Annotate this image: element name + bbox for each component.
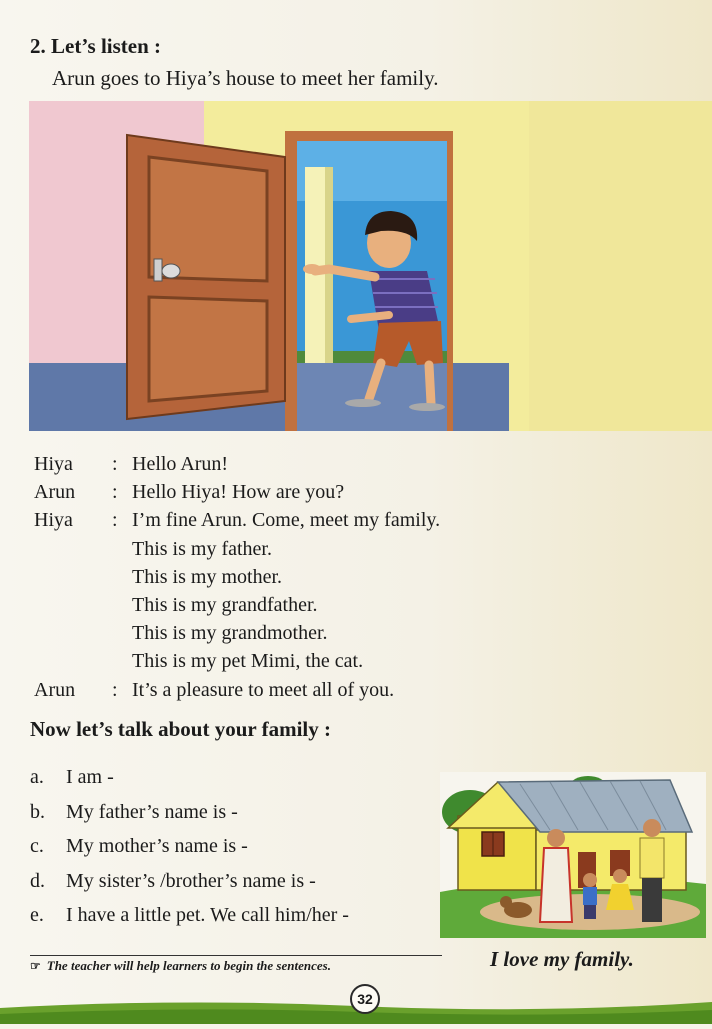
list-item: [30, 760, 450, 795]
pointing-hand-icon: ☞: [30, 958, 41, 973]
section-title: 2. Let’s listen :: [30, 34, 162, 58]
dialogue: [34, 450, 634, 704]
dialogue-line: [34, 478, 634, 506]
slogan: I love my family.: [490, 947, 634, 971]
line-text: This is my pet Mimi, the cat.: [132, 650, 364, 673]
line-text: It’s a pleasure to meet all of you.: [132, 678, 395, 701]
colon: :: [112, 678, 118, 701]
speaker: Hiya: [34, 509, 73, 532]
family-list: [30, 760, 450, 933]
teacher-note-text: The teacher will help learners to begin the sentences.: [46, 958, 331, 973]
colon: [112, 619, 132, 647]
item-letter: d.: [30, 869, 45, 892]
dialogue-line: [34, 563, 634, 591]
intro-text: Arun goes to Hiya’s house to meet her family.: [52, 66, 439, 90]
speaker: [34, 535, 112, 563]
dialogue-line: [34, 619, 634, 647]
colon: :: [112, 453, 118, 475]
speaker: [34, 591, 112, 619]
line-text: Hello Hiya! How are you?: [132, 481, 345, 504]
dialogue-line: [34, 676, 634, 704]
colon: [112, 563, 132, 591]
item-text: My mother’s name is -: [66, 835, 248, 857]
colon: :: [112, 509, 118, 532]
line-text: This is my grandfather.: [132, 594, 318, 617]
list-item: [30, 829, 450, 864]
item-text: I am -: [66, 766, 114, 788]
dialogue-line: [34, 591, 634, 619]
dialogue-line: [34, 647, 634, 675]
list-item: [30, 898, 450, 933]
dialogue-line: [34, 506, 634, 534]
line-text: This is my grandmother.: [132, 622, 328, 645]
colon: [112, 591, 132, 619]
teacher-note: [30, 958, 331, 974]
item-text: My sister’s /brother’s name is -: [66, 869, 316, 892]
line-text: This is my father.: [132, 537, 272, 560]
speaker: [34, 563, 112, 591]
speaker: Arun: [34, 481, 76, 504]
page-number: 32: [350, 984, 380, 1014]
item-text: My father’s name is -: [66, 800, 238, 823]
colon: :: [112, 481, 118, 504]
dialogue-line: [34, 535, 634, 563]
door-illustration: [29, 101, 712, 431]
item-letter: c.: [30, 835, 44, 857]
list-item: [30, 864, 450, 899]
item-letter: b.: [30, 800, 45, 823]
speaker: [34, 619, 112, 647]
item-letter: e.: [30, 904, 44, 926]
colon: [112, 535, 132, 563]
divider: [30, 955, 442, 956]
item-text: I have a little pet. We call him/her -: [66, 904, 349, 926]
line-text: I’m fine Arun. Come, meet my family.: [132, 509, 441, 532]
colon: [112, 647, 132, 675]
item-letter: a.: [30, 766, 44, 788]
line-text: Hello Arun!: [132, 453, 229, 475]
line-text: This is my mother.: [132, 565, 282, 588]
speaker: Arun: [34, 678, 76, 701]
speaker: [34, 647, 112, 675]
speaker: Hiya: [34, 453, 73, 475]
talk-heading: Now let’s talk about your family :: [30, 717, 331, 741]
dialogue-line: [34, 450, 634, 478]
family-house-illustration: [440, 772, 706, 938]
list-item: [30, 795, 450, 830]
